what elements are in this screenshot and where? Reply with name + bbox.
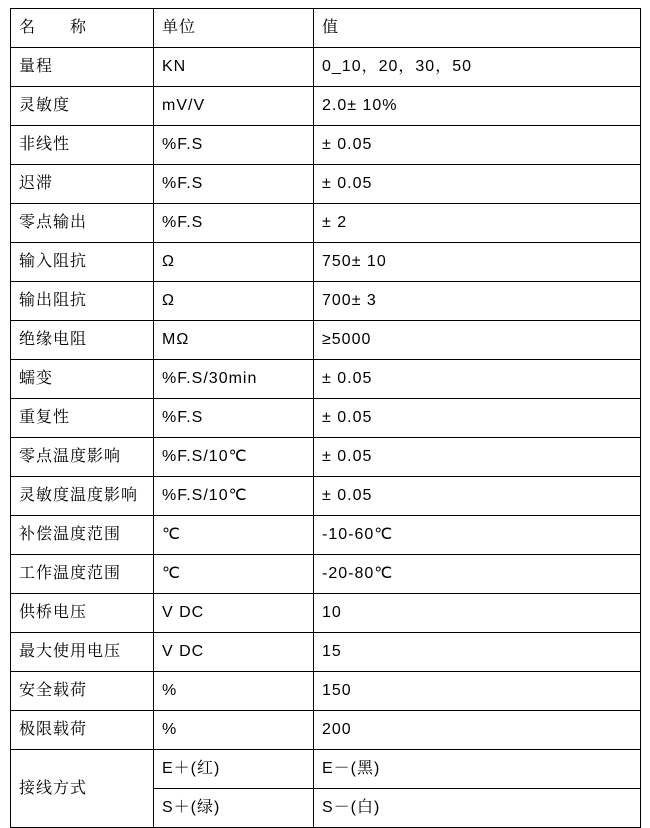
table-row bbox=[11, 48, 641, 87]
row-unit: MΩ bbox=[154, 321, 314, 360]
row-value: ± 0.05 bbox=[314, 360, 641, 399]
row-name: 极限载荷 bbox=[11, 711, 154, 750]
row-value: 0_10，20，30，50 bbox=[314, 48, 641, 87]
table-row bbox=[11, 360, 641, 399]
table-row bbox=[11, 243, 641, 282]
table-header-row bbox=[11, 9, 641, 48]
row-value: 15 bbox=[314, 633, 641, 672]
table-row-wiring-first bbox=[11, 750, 641, 789]
column-header-name: 名 称 bbox=[11, 9, 154, 48]
table-row bbox=[11, 87, 641, 126]
row-name: 灵敏度 bbox=[11, 87, 154, 126]
row-name: 补偿温度范围 bbox=[11, 516, 154, 555]
row-value: ± 0.05 bbox=[314, 399, 641, 438]
row-value: ± 0.05 bbox=[314, 165, 641, 204]
row-unit: %F.S/30min bbox=[154, 360, 314, 399]
row-name: 输入阻抗 bbox=[11, 243, 154, 282]
row-unit: ℃ bbox=[154, 516, 314, 555]
row-unit: ℃ bbox=[154, 555, 314, 594]
wiring-unit: E＋(红) bbox=[154, 750, 314, 789]
table-row bbox=[11, 516, 641, 555]
wiring-unit: S＋(绿) bbox=[154, 789, 314, 828]
row-unit: % bbox=[154, 711, 314, 750]
column-header-value: 值 bbox=[314, 9, 641, 48]
table-row bbox=[11, 594, 641, 633]
wiring-value: E－(黑) bbox=[314, 750, 641, 789]
row-unit: %F.S/10℃ bbox=[154, 477, 314, 516]
row-unit: %F.S bbox=[154, 204, 314, 243]
row-value: ≥5000 bbox=[314, 321, 641, 360]
row-value: 700± 3 bbox=[314, 282, 641, 321]
row-unit: %F.S bbox=[154, 165, 314, 204]
row-value: -20-80℃ bbox=[314, 555, 641, 594]
row-value: 200 bbox=[314, 711, 641, 750]
row-name: 安全载荷 bbox=[11, 672, 154, 711]
row-value: ± 0.05 bbox=[314, 438, 641, 477]
row-name: 迟滞 bbox=[11, 165, 154, 204]
row-unit: %F.S bbox=[154, 399, 314, 438]
column-header-unit: 单位 bbox=[154, 9, 314, 48]
row-value: ± 0.05 bbox=[314, 477, 641, 516]
row-name: 供桥电压 bbox=[11, 594, 154, 633]
row-unit: % bbox=[154, 672, 314, 711]
row-unit: Ω bbox=[154, 282, 314, 321]
table-row bbox=[11, 282, 641, 321]
table-row bbox=[11, 438, 641, 477]
row-unit: %F.S/10℃ bbox=[154, 438, 314, 477]
row-name: 零点温度影响 bbox=[11, 438, 154, 477]
table-row bbox=[11, 672, 641, 711]
row-unit: KN bbox=[154, 48, 314, 87]
table-row bbox=[11, 126, 641, 165]
row-name: 输出阻抗 bbox=[11, 282, 154, 321]
row-value: 150 bbox=[314, 672, 641, 711]
table-row bbox=[11, 555, 641, 594]
table-row bbox=[11, 321, 641, 360]
row-name: 非线性 bbox=[11, 126, 154, 165]
row-name: 最大使用电压 bbox=[11, 633, 154, 672]
row-name: 绝缘电阻 bbox=[11, 321, 154, 360]
table-row bbox=[11, 399, 641, 438]
row-value: -10-60℃ bbox=[314, 516, 641, 555]
row-name: 灵敏度温度影响 bbox=[11, 477, 154, 516]
row-value: 750± 10 bbox=[314, 243, 641, 282]
table-row bbox=[11, 711, 641, 750]
row-unit: mV/V bbox=[154, 87, 314, 126]
wiring-value: S－(白) bbox=[314, 789, 641, 828]
row-name: 工作温度范围 bbox=[11, 555, 154, 594]
row-name-wiring: 接线方式 bbox=[11, 750, 154, 828]
specification-table bbox=[10, 8, 641, 828]
row-value: ± 0.05 bbox=[314, 126, 641, 165]
row-unit: V DC bbox=[154, 594, 314, 633]
row-name: 量程 bbox=[11, 48, 154, 87]
row-name: 蠕变 bbox=[11, 360, 154, 399]
table-body bbox=[11, 9, 641, 828]
row-unit: %F.S bbox=[154, 126, 314, 165]
row-name: 重复性 bbox=[11, 399, 154, 438]
table-row bbox=[11, 477, 641, 516]
table-row bbox=[11, 165, 641, 204]
row-unit: Ω bbox=[154, 243, 314, 282]
row-name: 零点输出 bbox=[11, 204, 154, 243]
row-value: ± 2 bbox=[314, 204, 641, 243]
table-row bbox=[11, 633, 641, 672]
row-value: 2.0± 10% bbox=[314, 87, 641, 126]
row-value: 10 bbox=[314, 594, 641, 633]
row-unit: V DC bbox=[154, 633, 314, 672]
table-row bbox=[11, 204, 641, 243]
